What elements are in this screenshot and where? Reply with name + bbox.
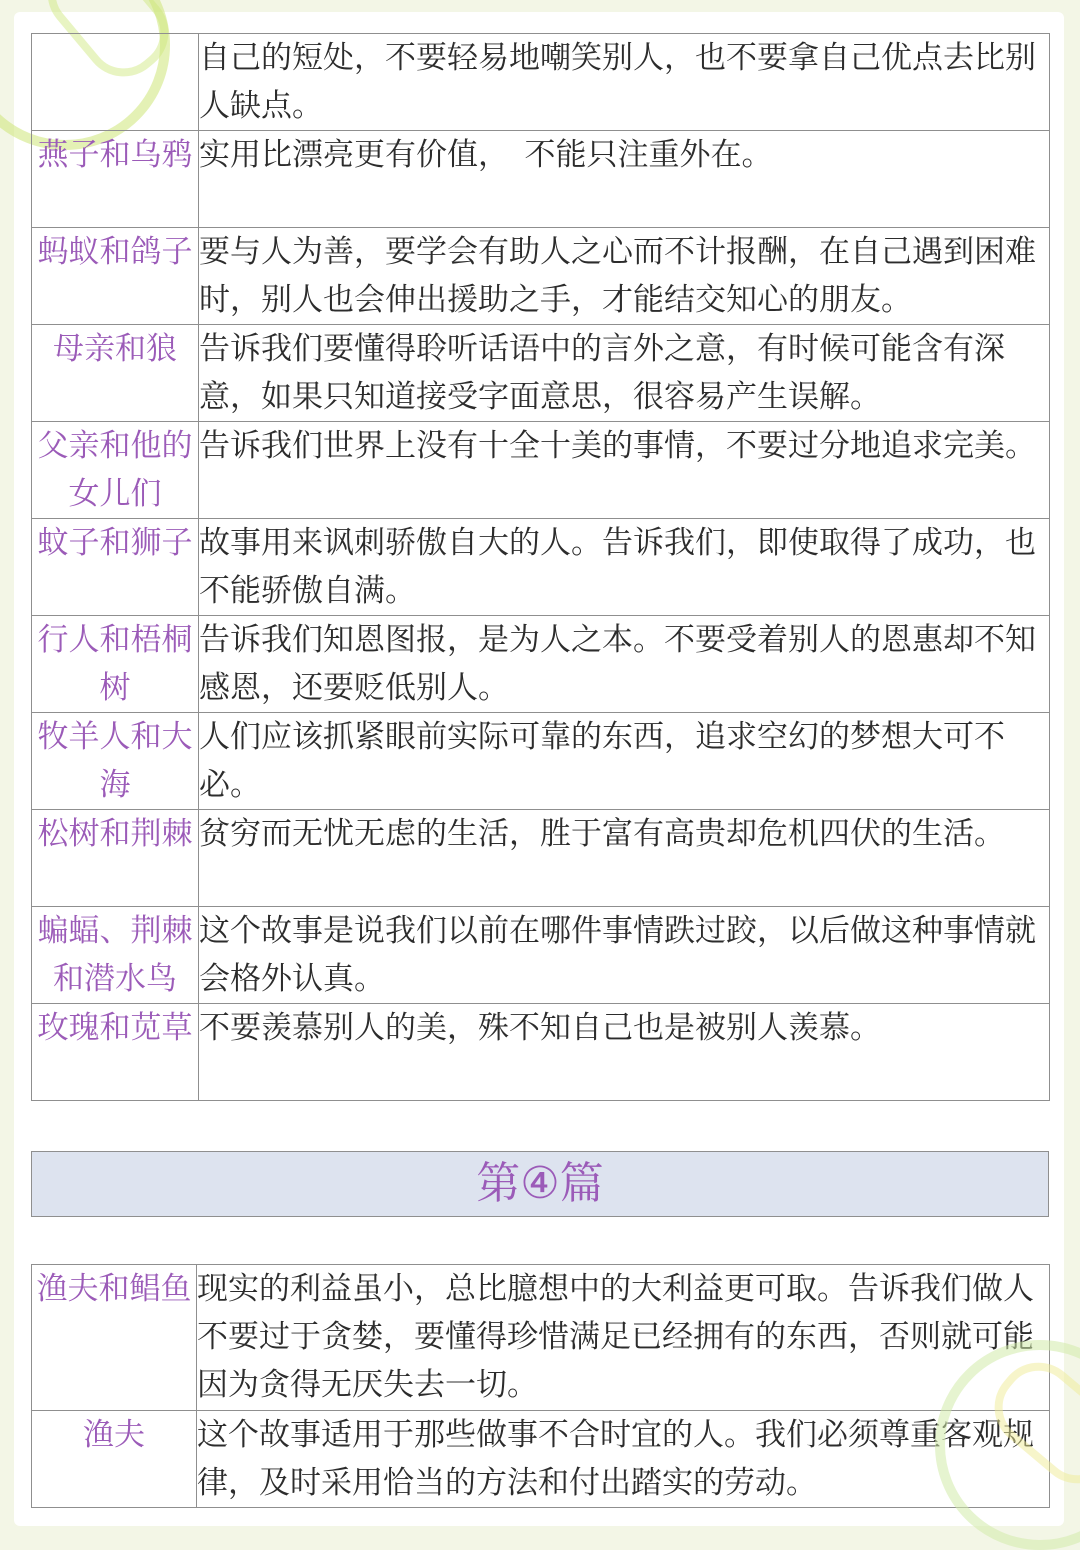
table-row <box>32 713 1050 810</box>
table-row <box>32 34 1050 131</box>
fable-moral: 告诉我们知恩图报，是为人之本。不要受着别人的恩惠却不知感恩，还要贬低别人。 <box>199 616 1050 713</box>
fable-title: 父亲和他的女儿们 <box>32 422 199 519</box>
fable-moral: 贫穷而无忧无虑的生活，胜于富有高贵却危机四伏的生活。 <box>199 810 1050 907</box>
fable-title: 渔夫 <box>32 1411 197 1508</box>
fable-moral: 告诉我们世界上没有十全十美的事情，不要过分地追求完美。 <box>199 422 1050 519</box>
table-row <box>32 325 1050 422</box>
fable-moral: 人们应该抓紧眼前实际可靠的东西，追求空幻的梦想大可不必。 <box>199 713 1050 810</box>
fable-moral: 故事用来讽刺骄傲自大的人。告诉我们，即使取得了成功，也不能骄傲自满。 <box>199 519 1050 616</box>
fable-title: 松树和荆棘 <box>32 810 199 907</box>
table-row <box>32 1265 1050 1411</box>
fable-title <box>32 34 199 131</box>
table-row <box>32 616 1050 713</box>
fable-title: 渔夫和鲳鱼 <box>32 1265 197 1411</box>
fable-table-part3 <box>31 33 1050 1101</box>
table-row <box>32 810 1050 907</box>
table-row <box>32 1411 1050 1508</box>
fable-moral: 自己的短处，不要轻易地嘲笑别人，也不要拿自己优点去比别人缺点。 <box>199 34 1050 131</box>
fable-title: 玫瑰和苋草 <box>32 1004 199 1101</box>
fable-title: 蚊子和狮子 <box>32 519 199 616</box>
fable-moral: 实用比漂亮更有价值， 不能只注重外在。 <box>199 131 1050 228</box>
fable-table-part4 <box>31 1264 1050 1508</box>
fable-title: 母亲和狼 <box>32 325 199 422</box>
section-header: 第④篇 <box>31 1151 1049 1217</box>
fable-moral: 这个故事适用于那些做事不合时宜的人。我们必须尊重客观规律，及时采用恰当的方法和付出踏实的劳动。 <box>197 1411 1050 1508</box>
table-row <box>32 1004 1050 1101</box>
fable-title: 牧羊人和大海 <box>32 713 199 810</box>
fable-title: 蚂蚁和鸽子 <box>32 228 199 325</box>
fable-moral: 现实的利益虽小，总比臆想中的大利益更可取。告诉我们做人不要过于贪婪，要懂得珍惜满足已经拥有的东西，否则就可能因为贪得无厌失去一切。 <box>197 1265 1050 1411</box>
table-row <box>32 228 1050 325</box>
fable-moral: 这个故事是说我们以前在哪件事情跌过跤，以后做这种事情就会格外认真。 <box>199 907 1050 1004</box>
fable-title: 蝙蝠、荆棘和潜水鸟 <box>32 907 199 1004</box>
table-row <box>32 907 1050 1004</box>
table-row <box>32 422 1050 519</box>
fable-moral: 告诉我们要懂得聆听话语中的言外之意，有时候可能含有深意，如果只知道接受字面意思，很容易产生误解。 <box>199 325 1050 422</box>
table-row <box>32 519 1050 616</box>
fable-moral: 不要羡慕别人的美，殊不知自己也是被别人羡慕。 <box>199 1004 1050 1101</box>
table-row <box>32 131 1050 228</box>
fable-moral: 要与人为善，要学会有助人之心而不计报酬，在自己遇到困难时，别人也会伸出援助之手，才能结交知心的朋友。 <box>199 228 1050 325</box>
fable-title: 燕子和乌鸦 <box>32 131 199 228</box>
fable-title: 行人和梧桐树 <box>32 616 199 713</box>
